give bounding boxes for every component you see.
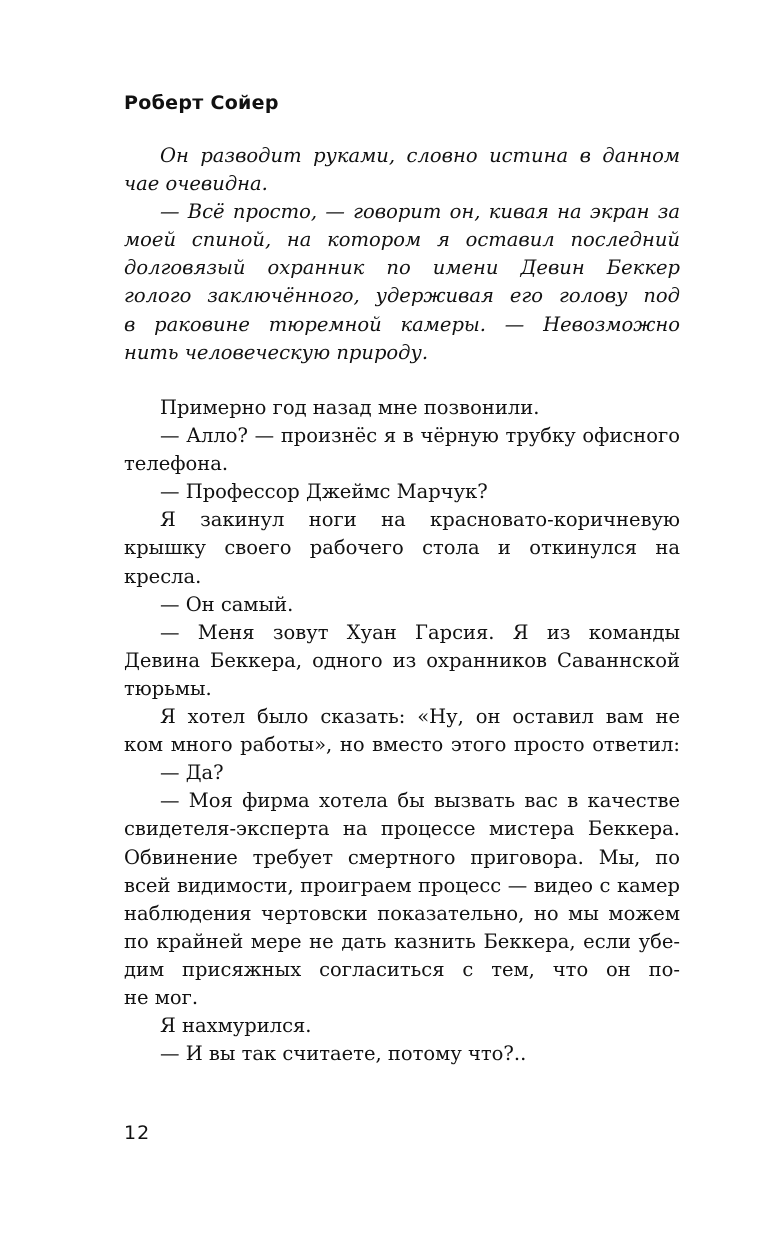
text-line: Я закинул ноги на красновато-коричневую [160,508,680,532]
text-line: не мог. [124,985,199,1009]
text-line: — Он самый. [160,592,294,616]
text-line: наблюдения чертовски показательно, но мы можем [124,901,680,925]
main-text-block [124,394,680,1068]
text-line: телефона. [124,452,229,476]
text-line: Я хотел было сказать: «Ну, он оставил вам не [160,705,680,729]
page-number: 12 [124,1122,151,1144]
text-line: — И вы так считаете, потому что?.. [160,1042,527,1066]
text-line: кресла. [124,564,202,588]
text-line: моей спиной, на котором я оставил последний [124,228,680,252]
text-line: Обвинение требует смертного приговора. Мы, по [124,845,680,869]
text-line: по крайней мере не дать казнить Беккера, если убе- [124,929,680,953]
text-line: — Да? [160,761,224,785]
text-line: Примерно год назад мне позвонили. [160,396,540,419]
text-line: — Меня зовут Хуан Гарсия. Я из команды [160,620,680,644]
text-line: долговязый охранник по имени Девин Беккер [124,256,680,280]
text-line: дим присяжных согласиться с тем, что он по- [124,957,680,981]
text-line: голого заключённого, удерживая его голову под [124,284,680,308]
text-line: чае очевидна. [124,172,268,196]
text-line: в раковине тюремной камеры. — Невозможно [124,312,680,336]
text-line: всей видимости, проиграем процесс — видео с камер [124,873,680,897]
text-line: тюрьмы. [124,676,212,700]
text-line: свидетеля-эксперта на процессе мистера Беккера. [124,817,680,841]
text-line: Девина Беккера, одного из охранников Саваннской [124,648,680,672]
text-line: Он разводит руками, словно истина в данном [160,144,680,167]
text-line: — Алло? — произнёс я в чёрную трубку офисного [160,424,680,448]
text-line: нить человеческую природу. [124,340,429,364]
text-line: — Моя фирма хотела бы вызвать вас в качестве [160,789,680,813]
text-line: крышку своего рабочего стола и откинулся на [124,536,680,560]
text-line: — Всё просто, — говорит он, кивая на экран за [160,200,680,224]
text-line: — Профессор Джеймс Марчук? [160,480,488,504]
text-line: ком много работы», но вместо этого просто ответил: [124,733,680,757]
text-line: Я нахмурился. [160,1014,312,1038]
italic-epigraph-block [124,142,680,367]
running-header-author: Роберт Сойер [124,92,279,114]
